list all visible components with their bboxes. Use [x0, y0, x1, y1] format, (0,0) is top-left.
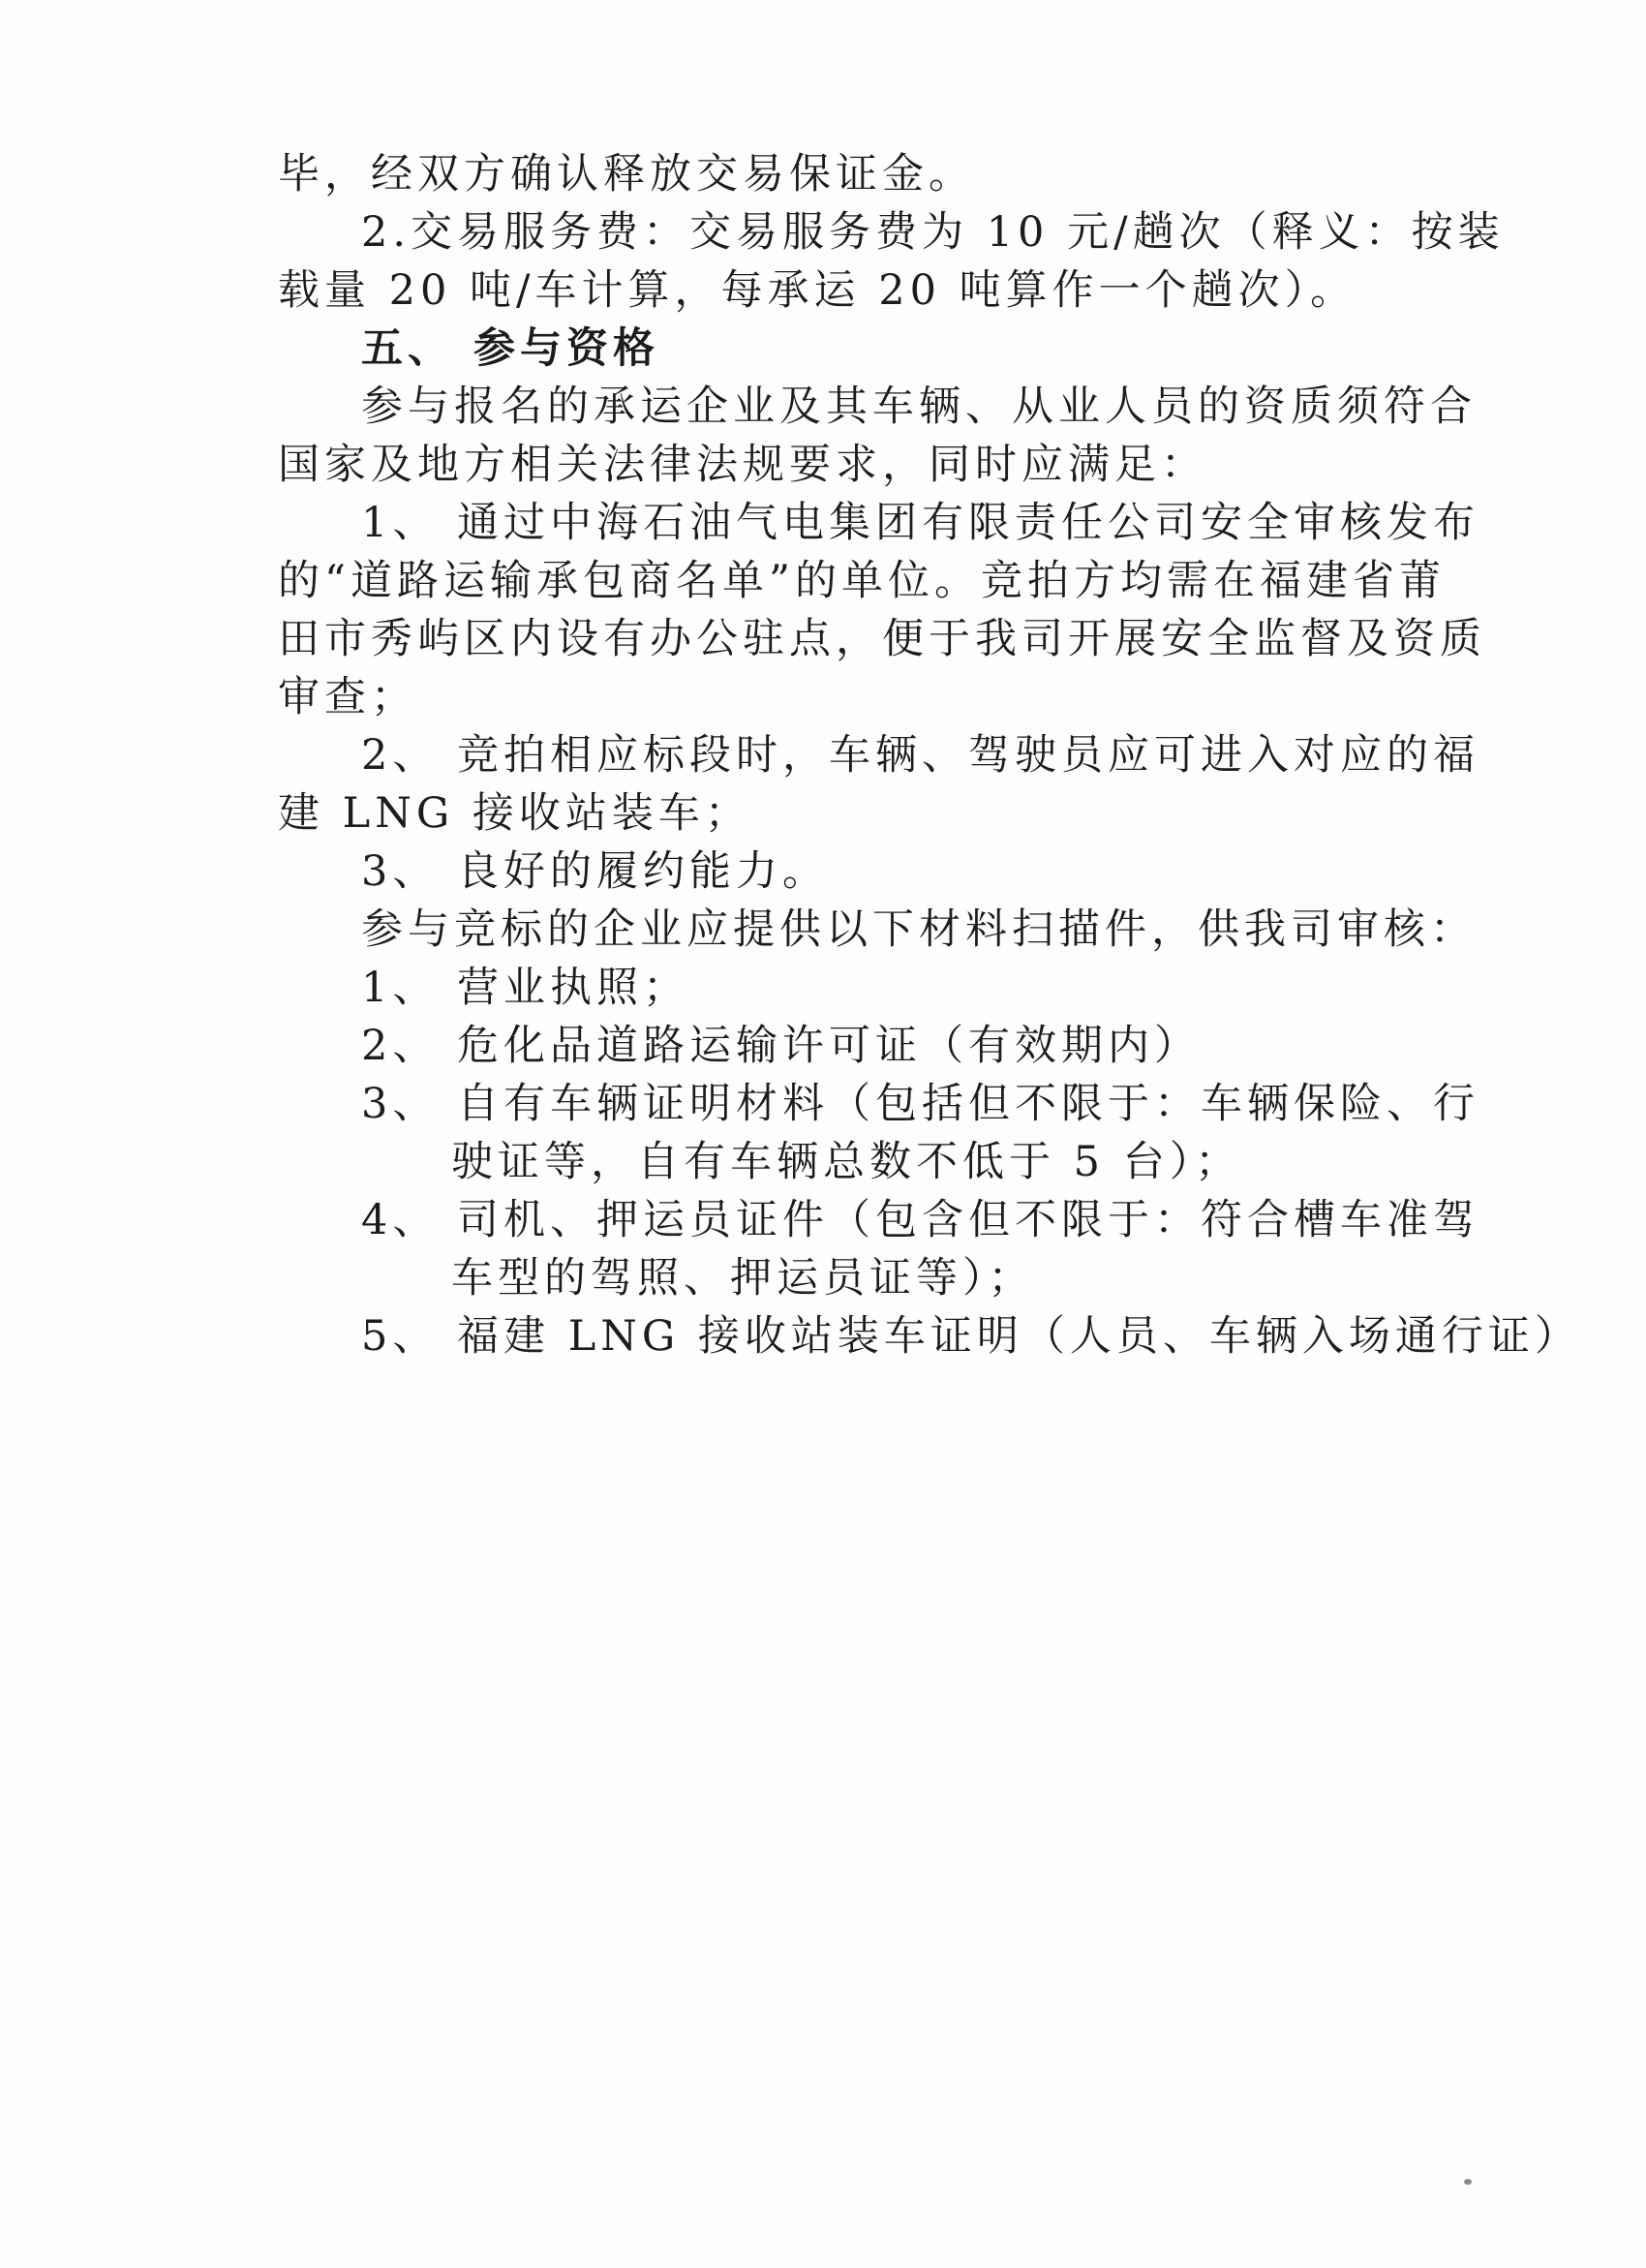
text-line-9: 田市秀屿区内设有办公驻点，便于我司开展安全监督及资质	[278, 615, 1486, 663]
scan-speck	[1464, 2179, 1472, 2185]
text-line-18: 驶证等，自有车辆总数不低于 5 台）；	[451, 1138, 1242, 1186]
text-line-7: 1、 通过中海石油气电集团有限责任公司安全审核发布	[361, 499, 1480, 547]
text-line-8: 的“道路运输承包商名单”的单位。竞拍方均需在福建省莆	[278, 557, 1446, 605]
text-line-20: 车型的驾照、押运员证等）；	[451, 1254, 1035, 1303]
text-line-12: 建 LNG 接收站装车；	[278, 789, 751, 838]
text-line-15: 1、 营业执照；	[361, 964, 690, 1012]
text-line-13: 3、 良好的履约能力。	[361, 847, 830, 896]
text-line-3: 载量 20 吨/车计算，每承运 20 吨算作一个趟次）。	[278, 266, 1357, 315]
text-line-21: 5、 福建 LNG 接收站装车证明（人员、车辆入场通行证）	[361, 1312, 1581, 1361]
text-line-19: 4、 司机、押运员证件（包含但不限于：符合槽车准驾	[361, 1196, 1480, 1244]
text-line-14: 参与竞标的企业应提供以下材料扫描件，供我司审核：	[361, 905, 1477, 954]
text-line-1: 毕，经双方确认释放交易保证金。	[278, 150, 975, 199]
text-line-2: 2.交易服务费：交易服务费为 10 元/趟次（释义：按装	[361, 208, 1505, 257]
text-line-17: 3、 自有车辆证明材料（包括但不限于：车辆保险、行	[361, 1080, 1480, 1128]
section-heading: 五、 参与资格	[361, 324, 659, 373]
text-line-16: 2、 危化品道路运输许可证（有效期内）	[361, 1022, 1202, 1070]
text-line-5: 参与报名的承运企业及其车辆、从业人员的资质须符合	[361, 383, 1477, 431]
text-line-10: 审查；	[278, 673, 417, 721]
text-line-11: 2、 竞拍相应标段时，车辆、驾驶员应可进入对应的福	[361, 731, 1480, 780]
text-line-6: 国家及地方相关法律法规要求，同时应满足：	[278, 441, 1207, 489]
